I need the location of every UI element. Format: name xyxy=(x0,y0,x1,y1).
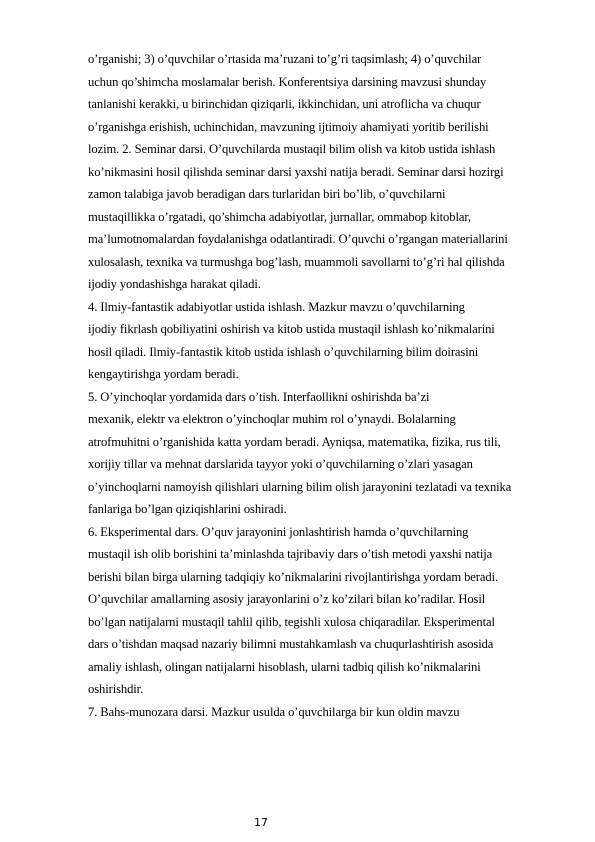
text-line: mustaqillikka o’rgatadi, qo’shimcha adabiyotlar, jurnallar, ommabop kitoblar, xyxy=(88,209,471,224)
text-line: ijodiy yondashishga harakat qiladi. xyxy=(88,277,261,291)
text-line: mexanik, elektr va elektron o’yinchoqlar muhim rol o’ynaydi. Bolalarning xyxy=(88,412,456,426)
text-line: o’rganishi; 3) o’quvchilar o’rtasida ma’ruzani to’g’ri taqsimlash; 4) o’quvchilar xyxy=(88,52,482,66)
text-line: fanlariga bo’lgan qiziqishlarini oshiradi. xyxy=(88,502,287,516)
text-line: ko’nikmasini hosil qilishda seminar darsi yaxshi natija beradi. Seminar darsi hozirgi xyxy=(88,164,504,179)
text-line: tanlanishi kerakki, u birinchidan qiziqarli, ikkinchidan, uni atroflicha va chuqur xyxy=(88,97,481,111)
text-line: amaliy ishlash, olingan natijalarni hisoblash, ularni tadbiq qilish ko’nikmalarini xyxy=(88,659,481,674)
text-line: uchun qo’shimcha moslamalar berish. Konferentsiya darsining mavzusi shunday xyxy=(88,74,487,89)
text-line: mustaqil ish olib borishini ta’minlashda tajribaviy dars o’tish metodi yaxshi natija xyxy=(88,547,493,561)
text-line: ma’lumotnomalardan foydalanishga odatlantiradi. O’quvchi o’rgangan materiallarini xyxy=(88,232,508,246)
text-line: oshirishdir. xyxy=(88,682,144,696)
text-line: berishi bilan birga ularning tadqiqiy ko’nikmalarini rivojlantirishga yordam beradi. xyxy=(88,569,499,584)
text-line: 4. Ilmiy-fantastik adabiyotlar ustida ishlash. Mazkur mavzu o’quvchilarning xyxy=(88,299,465,314)
text-line: 7. Bahs-munozara darsi. Mazkur usulda o’quvchilarga bir kun oldin mavzu xyxy=(88,704,460,719)
text-line: o’yinchoqlarni namoyish qilishlari ularning bilim olish jarayonini tezlatadi va texnika xyxy=(88,479,512,494)
text-line: O’quvchilar amallarning asosiy jarayonlarini o’z ko’zilari bilan ko’radilar. Hosil xyxy=(88,592,486,606)
page-number: 17 xyxy=(254,816,268,829)
text-line: xorijiy tillar va mehnat darslarida tayyor yoki o’quvchilarning o’zlari yasagan xyxy=(88,457,473,471)
body-text xyxy=(88,48,588,723)
text-line: 5. O’yinchoqlar yordamida dars o’tish. Interfaollikni oshirishda ba’zi xyxy=(88,389,430,404)
text-line: 6. Eksperimental dars. O’quv jarayonini jonlashtirish hamda o’quvchilarning xyxy=(88,524,469,539)
text-line: atrofmuhitni o’rganishida katta yordam beradi. Ayniqsa, matematika, fizika, rus tili, xyxy=(88,434,501,449)
text-line: ijodiy fikrlash qobiliyatini oshirish va kitob ustida mustaqil ishlash ko’nikmalarini xyxy=(88,322,495,336)
text-line: kengaytirishga yordam beradi. xyxy=(88,367,239,381)
text-line: lozim. 2. Seminar darsi. O’quvchilarda mustaqil bilim olish va kitob ustida ishlash xyxy=(88,142,496,156)
text-line: zamon talabiga javob beradigan dars turlaridan biri bo’lib, o’quvchilarni xyxy=(88,187,446,201)
text-line: dars o’tishdan maqsad nazariy bilimni mustahkamlash va chuqurlashtirish asosida xyxy=(88,637,494,651)
text-line: xulosalash, texnika va turmushga bog’lash, muammoli savollarni to’g’ri hal qilishda xyxy=(88,254,505,269)
text-line: hosil qiladi. Ilmiy-fantastik kitob ustida ishlash o’quvchilarning bilim doirasini xyxy=(88,344,479,359)
text-line: bo’lgan natijalarni mustaqil tahlil qilib, tegishli xulosa chiqaradilar. Eksperimental xyxy=(88,614,495,629)
text-line: o’rganishga erishish, uchinchidan, mavzuning ijtimoiy ahamiyati yoritib berilishi xyxy=(88,119,489,134)
